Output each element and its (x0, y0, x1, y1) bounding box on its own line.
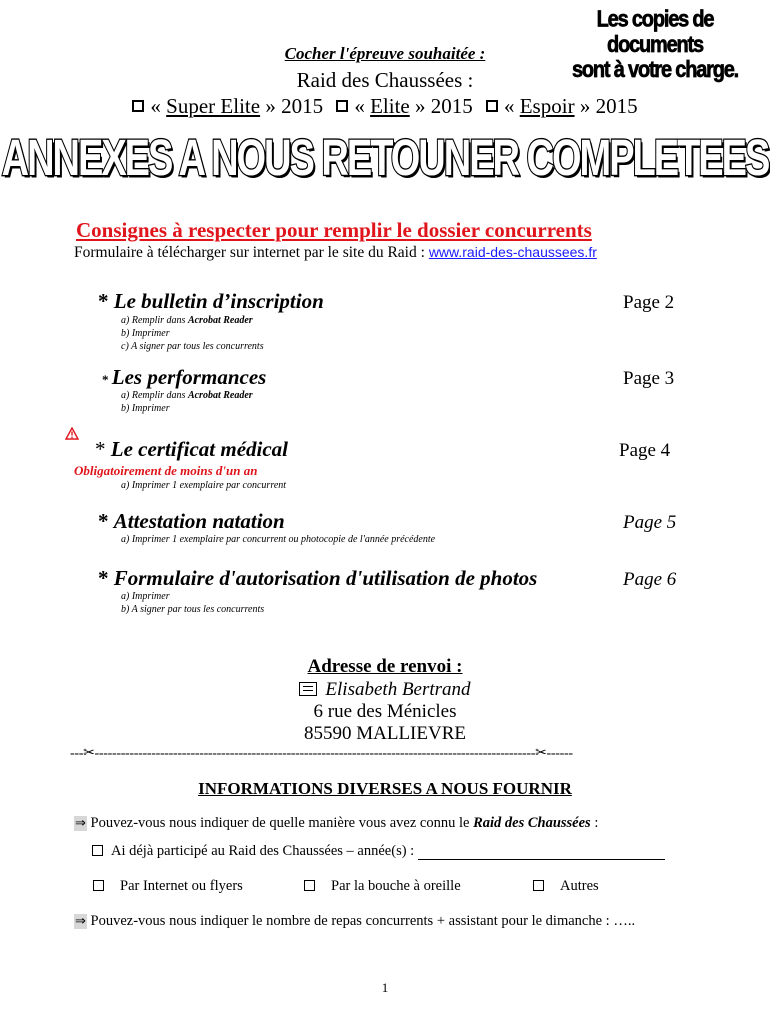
event-options (0, 94, 770, 119)
copies-notice-line1: Les copies de documents (596, 7, 714, 58)
arrow-icon: ⇒ (75, 816, 86, 831)
option-elite[interactable] (336, 94, 478, 118)
choice-internet[interactable] (93, 878, 243, 895)
option-label: Elite (370, 94, 410, 118)
arrow-icon: ⇒ (75, 914, 86, 929)
checkbox-autres[interactable] (533, 880, 544, 891)
section-title-text: Attestation natation (113, 509, 285, 533)
section-bulletin-page: Page 2 (623, 292, 675, 313)
section-star: * (98, 509, 114, 533)
checkbox-icon[interactable] (486, 100, 498, 112)
section-natation-steps (121, 533, 435, 546)
checkbox-icon[interactable] (132, 100, 144, 112)
option-prefix: « (150, 94, 167, 118)
option-label: Espoir (519, 94, 575, 118)
option-suffix: » 2015 (409, 94, 473, 118)
step-item: a) Imprimer 1 exemplaire par concurrent (121, 480, 287, 491)
section-star: * (98, 289, 114, 313)
page-number: 1 (381, 980, 389, 995)
cocher-label: Cocher l'épreuve souhaitée : (284, 44, 486, 63)
choice-label: Par la bouche à oreille (331, 878, 461, 894)
question-repas (74, 913, 635, 930)
mailbox-icon (299, 682, 317, 696)
section-star: * (95, 437, 111, 461)
section-title-text: Le bulletin d’inscription (113, 289, 324, 313)
checkbox-icon[interactable] (336, 100, 348, 112)
question-connu (74, 815, 598, 832)
certificat-note: Obligatoirement de moins d'un an (74, 463, 258, 478)
main-title: ANNEXES A NOUS RETOUNER COMPLETEES (1, 130, 769, 188)
step-item: a) Imprimer 1 exemplaire par concurrent ou photocopie de l'année précédente (121, 534, 436, 545)
section-title-text: Les performances (111, 365, 267, 389)
participation-text: Ai déjà participé au Raid des Chaussées – année(s) : (111, 843, 418, 859)
scissors-cut-line: ---✂-----------------------------------------------------------------------------------------------------✂------ (70, 746, 573, 761)
step-item: b) Imprimer (121, 403, 170, 414)
option-prefix: « (354, 94, 371, 118)
section-certificat-title (95, 437, 288, 462)
section-performances-steps (121, 389, 253, 415)
section-photos-page: Page 6 (623, 569, 677, 590)
infos-title: INFORMATIONS DIVERSES A NOUS FOURNIR (198, 779, 572, 798)
section-bulletin-steps (121, 314, 264, 353)
choice-autres[interactable] (533, 878, 599, 895)
checkbox-participe[interactable] (92, 845, 103, 856)
address-name: Elisabeth Bertrand (325, 679, 471, 700)
option-espoir[interactable] (486, 94, 638, 118)
address-city: 85590 MALLIEVRE (303, 723, 466, 744)
option-prefix: « (503, 94, 520, 118)
section-title-text: Le certificat médical (110, 437, 289, 461)
section-photos-title (98, 566, 537, 591)
warning-icon (65, 427, 79, 440)
section-certificat-steps (121, 479, 286, 492)
address-title: Adresse de renvoi : (307, 656, 463, 677)
choice-label: Par Internet ou flyers (120, 878, 243, 894)
step-item: a) Remplir dans Acrobat Reader (121, 315, 253, 326)
section-bulletin-title (98, 289, 324, 314)
formulaire-text: Formulaire à télécharger sur internet par le site du Raid : (74, 244, 429, 261)
years-field[interactable] (418, 845, 665, 860)
step-item: a) Remplir dans Acrobat Reader (121, 390, 253, 401)
raid-website-link[interactable]: www.raid-des-chaussees.fr (428, 244, 597, 260)
section-natation-page: Page 5 (623, 512, 677, 533)
address-street: 6 rue des Ménicles (313, 701, 457, 722)
step-item: b) A signer par tous les concurrents (121, 604, 265, 615)
raid-title: Raid des Chaussées : (296, 68, 474, 92)
option-label: Super Elite (166, 94, 261, 118)
section-title-text: Formulaire d'autorisation d'utilisation de photos (113, 566, 538, 590)
consignes-title: Consignes à respecter pour remplir le dossier concurrents (76, 218, 592, 242)
section-star: * (102, 372, 112, 387)
section-photos-steps (121, 590, 264, 616)
choice-bouche[interactable] (304, 878, 461, 895)
section-certificat-page: Page 4 (619, 440, 671, 461)
section-natation-title (98, 509, 285, 534)
option-super-elite[interactable] (132, 94, 328, 118)
choice-label: Autres (560, 878, 599, 894)
question-bold: Raid des Chaussées (473, 815, 591, 831)
step-item: b) Imprimer (121, 328, 170, 339)
address-name-line (0, 679, 770, 701)
question-text: Pouvez-vous nous indiquer de quelle manière vous avez connu le (86, 815, 474, 831)
checkbox-internet[interactable] (93, 880, 104, 891)
step-item: c) A signer par tous les concurrents (121, 341, 264, 352)
section-performances-title (102, 365, 266, 390)
section-star: * (98, 566, 114, 590)
question-end: : (590, 815, 599, 831)
copies-notice-line2: sont à votre charge. (571, 57, 739, 83)
section-performances-page: Page 3 (623, 368, 675, 389)
formulaire-line (74, 244, 597, 262)
participation-line (92, 843, 665, 860)
question-text: Pouvez-vous nous indiquer le nombre de repas concurrents + assistant pour le dimanche : ….. (86, 913, 636, 929)
option-suffix: » 2015 (260, 94, 324, 118)
option-suffix: » 2015 (574, 94, 638, 118)
checkbox-bouche[interactable] (304, 880, 315, 891)
step-item: a) Imprimer (121, 591, 170, 602)
